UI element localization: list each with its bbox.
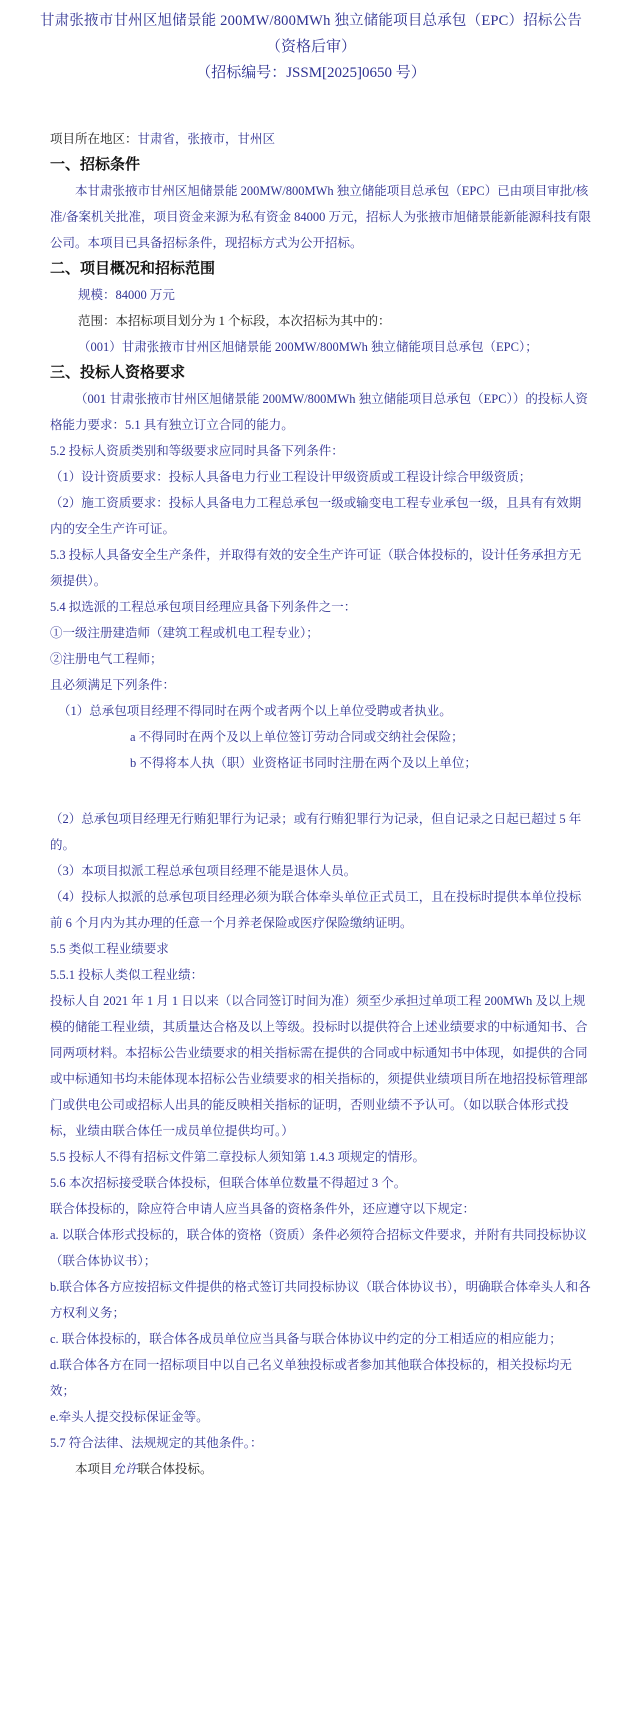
title-line-3: （招标编号：JSSM[2025]0650 号）: [196, 65, 426, 81]
qual-p19: 5.5 投标人不得有招标文件第二章投标人须知第 1.4.3 项规定的情形。: [50, 1150, 426, 1164]
location-label: 项目所在地区：: [50, 132, 138, 146]
qual-p12: b 不得将本人执（职）业资格证书同时注册在两个及以上单位；: [130, 756, 477, 770]
location-line: [50, 126, 592, 152]
qual-p22: a. 以联合体形式投标的，联合体的资格（资质）条件必须符合招标文件要求，并附有共同投标协议（联合体协议书）；: [50, 1228, 587, 1268]
qual-p5: 5.3 投标人具备安全生产条件，并取得有效的安全生产许可证（联合体投标的，设计任务承担方无须提供）。: [50, 548, 582, 588]
qual-p26: e.牵头人提交投标保证金等。: [50, 1410, 209, 1424]
qual-p24: c. 联合体投标的，联合体各成员单位应当具备与联合体协议中约定的分工相适应的相应能力；: [50, 1332, 562, 1346]
scale-line: 规模：84000 万元: [78, 288, 175, 302]
blank-gap: [50, 776, 592, 806]
qual-p20: 5.6 本次招标接受联合体投标，但联合体单位数量不得超过 3 个。: [50, 1176, 407, 1190]
joint-bid-prefix: 本项目: [75, 1462, 113, 1476]
location-value: 甘肃省，张掖市，甘州区: [137, 132, 276, 146]
lot-line: （001）甘肃张掖市甘州区旭储景能 200MW/800MWh 独立储能项目总承包（EPC）；: [78, 340, 538, 354]
qual-p15: （4）投标人拟派的总承包项目经理必须为联合体牵头单位正式员工，且在投标时提供本单位投标前 6 个月内为其办理的任意一个月养老保险或医疗保险缴纳证明。: [50, 890, 582, 930]
qual-p18: 投标人自 2021 年 1 月 1 日以来（以合同签订时间为准）须至少承担过单项工程 200MWh 及以上规模的储能工程业绩，其质量达合格及以上等级。投标时以提供符合上述业绩要求的中标通知书、合同两项材料。本招标公告业绩要求的相关指标需在提供的合同或中标通知书中体现，如提供的合同或中标通知书均未能体现本招标公告业绩要求的相关指标的，须提供业绩项目所在地招投标管理部门或供电公司或招标人出具的能反映相关指标的证明，否则业绩不予认可。（如以联合体形式投标，业绩由联合体任一成员单位提供均可。）: [50, 994, 588, 1138]
section-2-heading: 二、项目概况和招标范围: [50, 261, 216, 277]
joint-bid-suffix: 联合体投标。: [137, 1462, 213, 1476]
qual-p23: b.联合体各方应按招标文件提供的格式签订共同投标协议（联合体协议书），明确联合体牵头人和各方权利义务；: [50, 1280, 591, 1320]
qual-p16: 5.5 类似工程业绩要求: [50, 942, 169, 956]
notice-title: [0, 8, 622, 86]
qual-p4: （2）施工资质要求：投标人具备电力工程总承包一级或输变电工程专业承包一级，且具有有效期内的安全生产许可证。: [50, 496, 582, 536]
joint-bid-line: [50, 1456, 592, 1482]
title-line-2: （资格后审）: [265, 39, 356, 55]
qual-p1: （001 甘肃张掖市甘州区旭储景能 200MW/800MWh 独立储能项目总承包（EPC））的投标人资格能力要求：5.1 具有独立订立合同的能力。: [50, 392, 588, 432]
joint-bid-allow: 允许: [112, 1462, 138, 1476]
qual-p14: （3）本项目拟派工程总承包项目经理不能是退休人员。: [50, 864, 357, 878]
section-1-paragraph: 本甘肃张掖市甘州区旭储景能 200MW/800MWh 独立储能项目总承包（EPC）已由项目审批/核准/备案机关批准，项目资金来源为私有资金 84000 万元，招标人为张掖市旭储景能新能源科技有限公司。本项目已具备招标条件，现招标方式为公开招标。: [50, 184, 591, 250]
section-1-heading: 一、招标条件: [50, 157, 141, 173]
qual-p9: 且必须满足下列条件：: [50, 678, 176, 692]
qual-p6: 5.4 拟选派的工程总承包项目经理应具备下列条件之一：: [50, 600, 357, 614]
qual-p27: 5.7 符合法律、法规规定的其他条件。：: [50, 1436, 263, 1450]
section-3-heading: 三、投标人资格要求: [50, 365, 186, 381]
qual-p11: a 不得同时在两个及以上单位签订劳动合同或交纳社会保险；: [130, 730, 464, 744]
qual-p17: 5.5.1 投标人类似工程业绩：: [50, 968, 204, 982]
qual-p3: （1）设计资质要求：投标人具备电力行业工程设计甲级资质或工程设计综合甲级资质；: [50, 470, 532, 484]
qual-p7: ①一级注册建造师（建筑工程或机电工程专业）；: [50, 626, 319, 640]
title-line-1: 甘肃张掖市甘州区旭储景能 200MW/800MWh 独立储能项目总承包（EPC）招标公告: [39, 13, 583, 29]
qual-p25: d.联合体各方在同一招标项目中以自己名义单独投标或者参加其他联合体投标的，相关投标均无效；: [50, 1358, 572, 1398]
qual-p21: 联合体投标的，除应符合申请人应当具备的资格条件外，还应遵守以下规定：: [50, 1202, 476, 1216]
qual-p2: 5.2 投标人资质类别和等级要求应同时具备下列条件：: [50, 444, 344, 458]
qual-p10: （1）总承包项目经理不得同时在两个或者两个以上单位受聘或者执业。: [58, 704, 452, 718]
scope-line: 范围：本招标项目划分为 1 个标段，本次招标为其中的：: [78, 314, 391, 328]
qual-p13: （2）总承包项目经理无行贿犯罪行为记录；或有行贿犯罪行为记录，但自记录之日起已超过 5 年的。: [50, 812, 582, 852]
notice-body: [0, 126, 622, 1482]
qual-p8: ②注册电气工程师；: [50, 652, 163, 666]
